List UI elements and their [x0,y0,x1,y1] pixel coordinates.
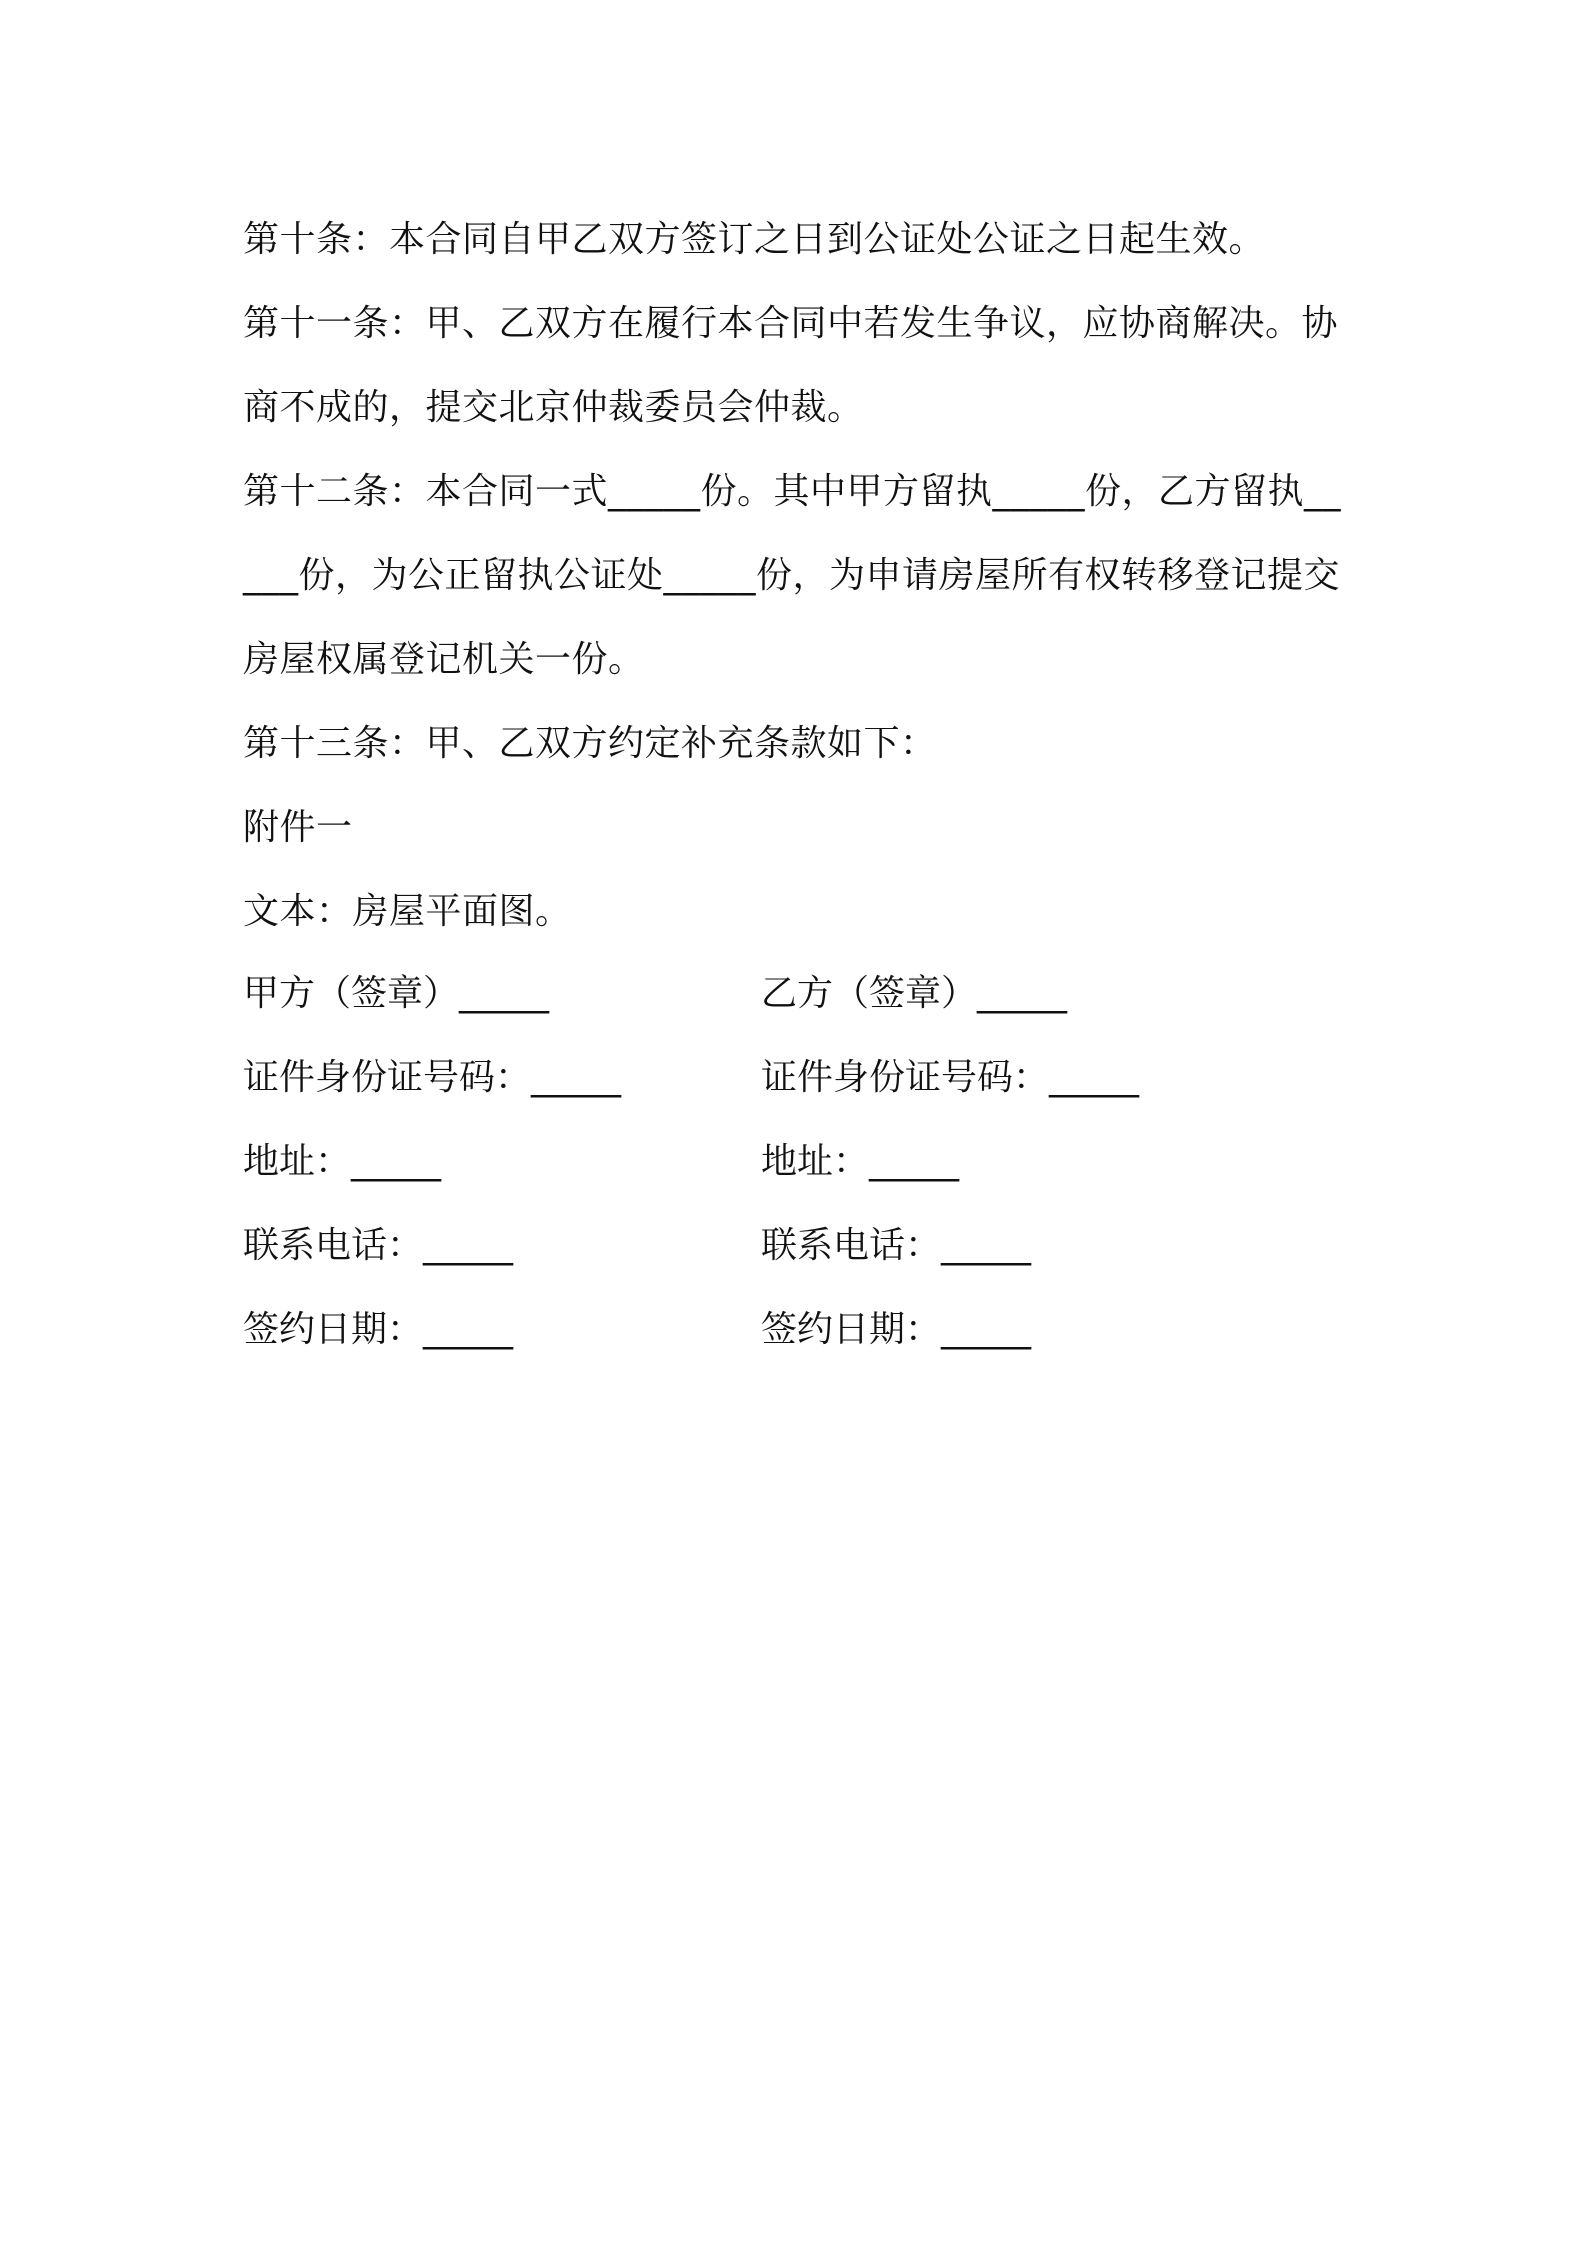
party-b-sign-date: 签约日期：_____ [761,1308,1032,1350]
attachment-text: 文本：房屋平面图。 [243,891,572,932]
clause-12: 第十二条：本合同一式_____份。其中甲方留执_____份，乙方留执_____份，为公正留执公证处_____份，为申请房屋所有权转移登记提交房屋权属登记机关一份。 [243,471,1342,680]
clause-10: 第十条：本合同自甲乙双方签订之日到公证处公证之日起生效。 [243,219,1266,260]
party-b-address: 地址：_____ [761,1140,960,1182]
signature-row-address [243,1116,1358,1200]
signature-row-id [243,1032,1358,1116]
party-a-address: 地址：_____ [243,1140,442,1182]
party-a-phone: 联系电话：_____ [243,1224,514,1266]
party-a-id-number: 证件身份证号码：_____ [243,1056,622,1098]
party-b-phone: 联系电话：_____ [761,1224,1032,1266]
party-a-seal: 甲方（签章）_____ [243,972,550,1014]
signature-row-date [243,1284,1358,1368]
clause-11: 第十一条：甲、乙双方在履行本合同中若发生争议，应协商解决。协商不成的，提交北京仲裁委员会仲裁。 [243,303,1339,428]
party-b-seal: 乙方（签章）_____ [761,972,1068,1014]
party-b-id-number: 证件身份证号码：_____ [761,1056,1140,1098]
signature-row-seal [243,948,1358,1032]
contract-clauses [243,198,1358,954]
attachment-title: 附件一 [243,807,353,848]
signature-block [243,948,1358,1368]
signature-row-phone [243,1200,1358,1284]
clause-13: 第十三条：甲、乙双方约定补充条款如下： [243,723,937,764]
party-a-sign-date: 签约日期：_____ [243,1308,514,1350]
